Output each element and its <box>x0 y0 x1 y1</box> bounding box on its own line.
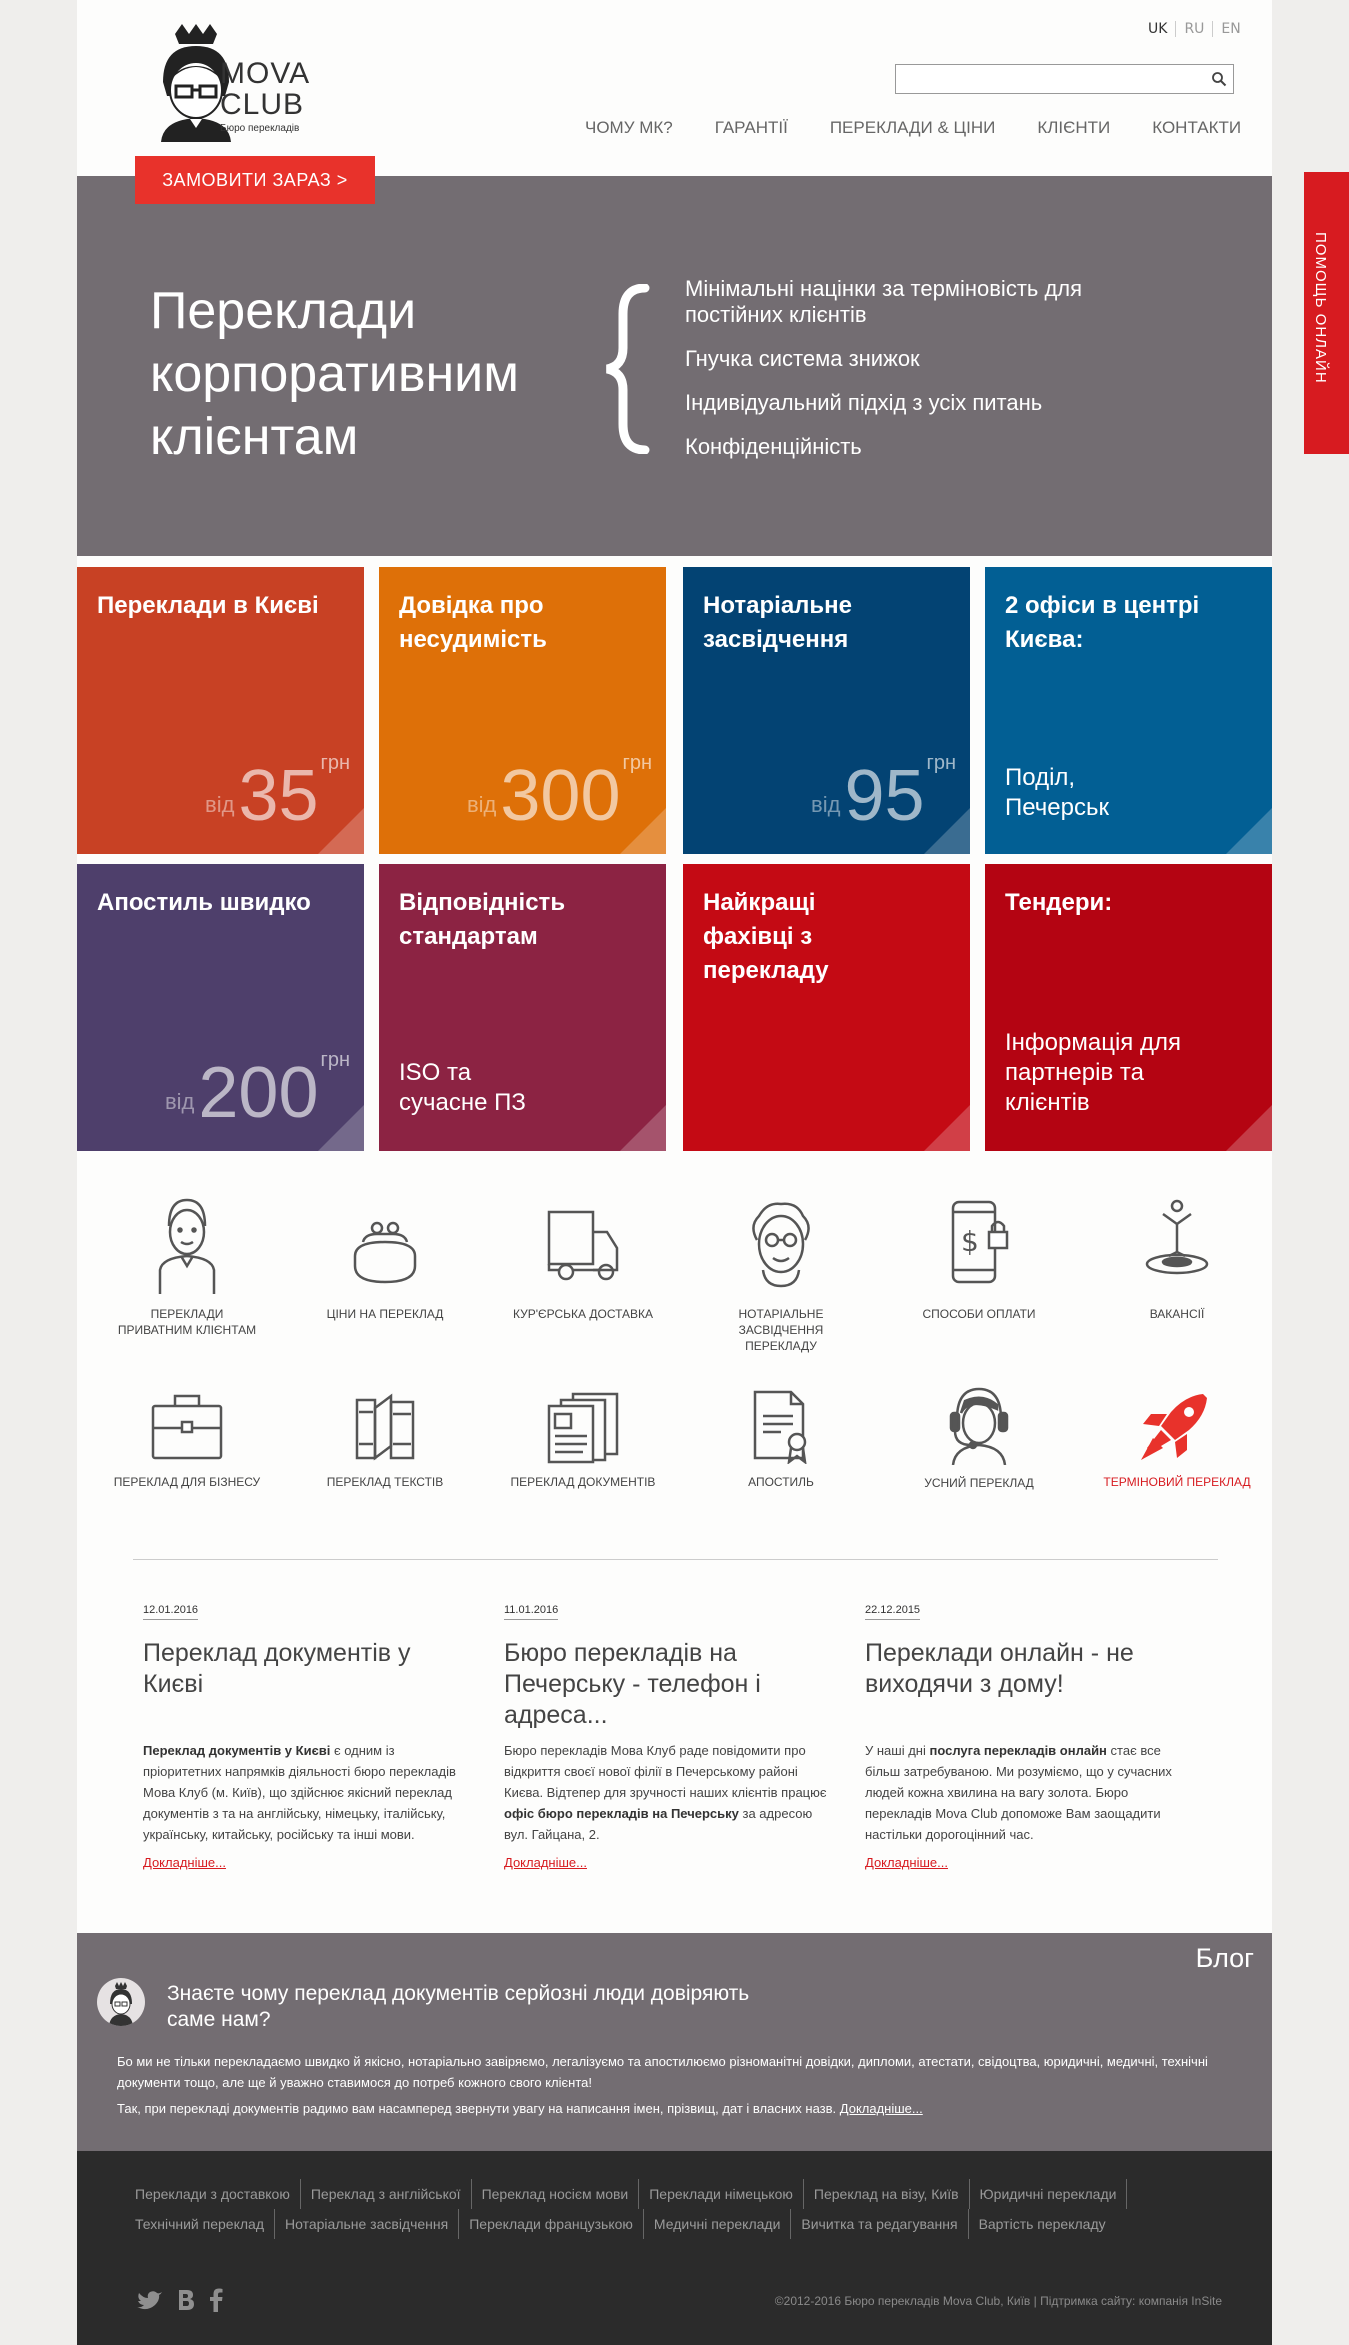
nav-contacts[interactable]: КОНТАКТИ <box>1152 118 1242 137</box>
blog-label[interactable]: Блог <box>1195 1943 1254 1973</box>
lang-ru[interactable]: RU <box>1176 21 1213 37</box>
price-currency: грн <box>926 752 956 774</box>
order-now-button[interactable]: ЗАМОВИТИ ЗАРАЗ > <box>135 156 375 204</box>
brace-icon <box>599 284 659 454</box>
tile-corner <box>620 808 666 854</box>
price-from: від <box>164 1089 195 1114</box>
service-prices[interactable] <box>310 1196 460 1322</box>
language-switcher <box>1140 21 1249 37</box>
tile-standards[interactable] <box>379 864 666 1151</box>
hero-banner <box>77 176 1272 556</box>
news-body-text: за адресою вул. Гайцана, 2. <box>504 1806 813 1842</box>
price-value: 300 <box>500 756 621 836</box>
copyright: ©2012-2016 Бюро перекладів Mova Club, Київ | Підтримка сайту: компанія InSite <box>774 2294 1222 2308</box>
hero-benefit: Конфіденційність <box>685 434 862 459</box>
tile-title: Нотаріальне засвідчення <box>703 592 853 653</box>
news-body-bold: офіс бюро перекладів на Печерську <box>504 1806 739 1821</box>
tile-title: Тендери: <box>1005 889 1113 916</box>
books-icon <box>345 1388 425 1464</box>
tile-corner <box>620 1105 666 1151</box>
news-body <box>865 1740 1195 1845</box>
news-body-text: стає все більш затребуваною. Ми розуміємо, що у сучасних людей кожна хвилина на вагу золота. Бюро перекладів Mova Club допоможе Вам заощадити настільки дорогоцінний час. <box>865 1743 1172 1842</box>
service-label: ТЕРМІНОВИЙ ПЕРЕКЛАД <box>1103 1475 1251 1489</box>
tile-notary[interactable] <box>683 567 970 854</box>
footer-link[interactable]: Юридичні переклади <box>980 2179 1128 2209</box>
person-icon <box>152 1196 222 1296</box>
footer-link[interactable]: Переклад носієм мови <box>482 2179 640 2209</box>
service-urgent[interactable] <box>1102 1388 1252 1490</box>
purse-icon <box>345 1196 425 1296</box>
mascot-avatar-icon <box>97 1978 145 2026</box>
price-currency: грн <box>622 752 652 774</box>
help-online-tab[interactable] <box>1304 172 1349 454</box>
news-body-bold: послуга перекладів онлайн <box>929 1743 1107 1758</box>
news-date: 12.01.2016 <box>143 1604 198 1620</box>
service-label: ПЕРЕКЛАД ДЛЯ БІЗНЕСУ <box>113 1475 261 1489</box>
footer-links <box>135 2179 1225 2239</box>
help-online-label: ПОМОЩЬ ОНЛАЙН <box>1312 232 1329 384</box>
service-business[interactable] <box>112 1388 262 1490</box>
notary-icon <box>741 1196 821 1296</box>
news-body <box>504 1740 834 1845</box>
read-more-link[interactable]: Докладніше... <box>143 1855 226 1870</box>
service-notary[interactable] <box>706 1196 856 1354</box>
service-label: НОТАРІАЛЬНЕ ЗАСВІДЧЕННЯ ПЕРЕКЛАДУ <box>738 1307 824 1353</box>
tile-corner <box>924 808 970 854</box>
tile-tenders[interactable] <box>985 864 1272 1151</box>
tile-title: Найкращі фахівці з перекладу <box>703 889 829 984</box>
hero-benefits <box>685 276 1105 478</box>
service-documents[interactable] <box>508 1388 658 1490</box>
logo-subtitle: Бюро перекладів <box>220 123 300 134</box>
facebook-icon[interactable] <box>209 2288 223 2312</box>
service-texts[interactable] <box>310 1388 460 1490</box>
avatar <box>97 1978 145 2026</box>
tile-kyiv-translations[interactable] <box>77 567 364 854</box>
tile-best-translators[interactable] <box>683 864 970 1151</box>
price-currency: грн <box>320 752 350 774</box>
blog-paragraph-text: Так, при перекладі документів радимо вам насамперед звернути увагу на написання імен, прізвищ, дат і власних назв. <box>117 2101 840 2116</box>
service-label: ПЕРЕКЛАД ТЕКСТІВ <box>326 1475 444 1489</box>
tile-title: Відповідність стандартам <box>399 889 566 950</box>
news-body-text: У наші дні <box>865 1743 930 1758</box>
tile-title: Апостиль швидко <box>97 889 311 916</box>
service-courier[interactable] <box>508 1196 658 1322</box>
tile-corner <box>1226 808 1272 854</box>
price-currency: грн <box>320 1049 350 1071</box>
blog-paragraph <box>117 2098 1237 2119</box>
vacancy-icon <box>1137 1196 1217 1296</box>
read-more-link[interactable]: Докладніше... <box>504 1855 587 1870</box>
hero-benefit: Індивідуальний підхід з усіх питань <box>685 390 1043 415</box>
service-payment[interactable] <box>904 1196 1054 1322</box>
section-divider <box>133 1559 1218 1560</box>
service-interpreting[interactable] <box>904 1383 1054 1491</box>
news-item <box>143 1598 473 1870</box>
documents-icon <box>543 1388 623 1464</box>
service-label: ВАКАНСІЇ <box>1149 1307 1205 1321</box>
footer-link[interactable]: Медичні переклади <box>654 2209 791 2239</box>
service-label: ПЕРЕКЛАДИ ПРИВАТНИМ КЛІЄНТАМ <box>117 1307 257 1337</box>
service-label: УСНИЙ ПЕРЕКЛАД <box>924 1476 1034 1490</box>
footer-link[interactable]: Переклади французькою <box>469 2209 644 2239</box>
footer-link[interactable]: Переклади німецькою <box>649 2179 804 2209</box>
headset-icon <box>939 1383 1019 1465</box>
service-private-clients[interactable] <box>112 1196 262 1338</box>
tile-subtitle: Поділ, Печерськ <box>1005 764 1110 821</box>
hero-benefit: Гнучка система знижок <box>685 346 920 371</box>
tile-corner <box>318 808 364 854</box>
tile-subtitle: ISO та сучасне ПЗ <box>399 1059 526 1116</box>
service-label: КУР'ЄРСЬКА ДОСТАВКА <box>512 1307 654 1321</box>
certificate-icon <box>741 1388 821 1464</box>
main-nav <box>564 118 1262 138</box>
news-title[interactable]: Переклади онлайн - не виходячи з дому! <box>865 1639 1134 1698</box>
tile-corner <box>318 1105 364 1151</box>
lang-en[interactable]: EN <box>1221 21 1241 37</box>
tile-offices[interactable] <box>985 567 1272 854</box>
social-links <box>137 2288 223 2312</box>
news-item <box>865 1598 1195 1870</box>
svg-text:$: $ <box>961 1225 979 1258</box>
blog-paragraph: Бо ми не тільки перекладаємо швидко й якісно, нотаріально завіряємо, легалізуємо та апостилюємо різноманітні довідки, дипломи, атестати, свідоцтва, юридичні, медичні, технічні документи тощо, але ще й уважно ставимося до потреб кожного свого клієнта! <box>117 2054 1208 2090</box>
tile-title: 2 офіси в центрі Києва: <box>1005 592 1200 653</box>
footer-link[interactable]: Переклад з англійської <box>311 2179 472 2209</box>
page <box>77 0 1272 2345</box>
news-date: 22.12.2015 <box>865 1604 920 1620</box>
price-value: 35 <box>238 756 319 836</box>
briefcase-icon <box>147 1388 227 1464</box>
footer-link[interactable]: Переклад на візу, Київ <box>814 2179 970 2209</box>
hero-title: Переклади корпоративним клієнтам <box>150 282 519 466</box>
read-more-link[interactable]: Докладніше... <box>865 1855 948 1870</box>
price-value: 95 <box>844 756 925 836</box>
tile-subtitle: Інформація для партнерів та клієнтів <box>1005 1029 1181 1116</box>
service-vacancies[interactable] <box>1102 1196 1252 1322</box>
nav-why[interactable]: ЧОМУ МК? <box>585 118 673 137</box>
nav-translations-prices[interactable]: ПЕРЕКЛАДИ & ЦІНИ <box>829 118 996 137</box>
price-from: від <box>466 792 497 817</box>
truck-icon <box>543 1196 623 1296</box>
blog-title[interactable]: Знаєте чому переклад документів серйозні люди довіряють саме нам? <box>167 1982 750 2031</box>
news-date: 11.01.2016 <box>504 1604 558 1620</box>
service-label: ПЕРЕКЛАД ДОКУМЕНТІВ <box>510 1475 656 1489</box>
tile-apostille[interactable] <box>77 864 364 1151</box>
lang-uk[interactable]: UK <box>1140 21 1176 37</box>
news-body <box>143 1740 473 1845</box>
search-input[interactable] <box>900 66 1200 92</box>
hero-benefit: Мінімальні націнки за терміновість для постійних клієнтів <box>685 276 1083 327</box>
service-apostille[interactable] <box>706 1388 856 1490</box>
tile-criminal-record[interactable] <box>379 567 666 854</box>
twitter-icon[interactable] <box>137 2290 163 2310</box>
tile-corner <box>924 1105 970 1151</box>
logo-text-club: CLUB <box>220 88 305 121</box>
rocket-icon <box>1137 1388 1217 1464</box>
footer-link[interactable]: Вичитка та редагування <box>801 2209 968 2239</box>
news-body-text: Бюро перекладів Мова Клуб раде повідомити про відкриття своєї нової філії в Печерському районі Києва. Відтепер для зручності наших клієнтів працює <box>504 1743 827 1800</box>
service-label: АПОСТИЛЬ <box>748 1475 814 1489</box>
footer <box>77 2151 1272 2345</box>
tile-title: Переклади в Києві <box>97 592 319 619</box>
price-from: від <box>205 792 235 817</box>
service-label: СПОСОБИ ОПЛАТИ <box>922 1307 1036 1321</box>
news-title[interactable]: Переклад документів у Києві <box>143 1639 411 1698</box>
footer-link[interactable]: Вартість перекладу <box>978 2216 1106 2232</box>
service-label: ЦІНИ НА ПЕРЕКЛАД <box>326 1307 444 1321</box>
tile-corner <box>1226 1105 1272 1151</box>
footer-link[interactable]: Технічний переклад <box>135 2209 275 2239</box>
blog-section <box>77 1933 1272 2151</box>
tile-title: Довідка про несудимість <box>399 592 547 653</box>
news-item <box>504 1598 834 1870</box>
phone-payment-icon <box>939 1196 1019 1296</box>
news-body-bold: Переклад документів у Києві <box>143 1743 331 1758</box>
price-value: 200 <box>198 1053 319 1133</box>
footer-link[interactable]: Переклади з доставкою <box>135 2179 301 2209</box>
nav-clients[interactable]: КЛІЄНТИ <box>1037 118 1111 137</box>
footer-link[interactable]: Нотаріальне засвідчення <box>285 2209 459 2239</box>
news-body-text: є одним із пріоритетних напрямків діяльності бюро перекладів Мова Клуб (м. Київ), що здійснює якісний переклад документів з та на англійську, німецьку, італійську, українську, китайську, російську та інші мови. <box>143 1743 456 1842</box>
search-box <box>895 64 1234 94</box>
news-title[interactable]: Бюро перекладів на Печерську - телефон і адреса... <box>504 1639 761 1729</box>
logo-text-mova: MOVA <box>220 57 311 90</box>
nav-guarantees[interactable]: ГАРАНТІЇ <box>714 118 788 137</box>
search-icon[interactable] <box>1211 71 1227 87</box>
blog-read-more-link[interactable]: Докладніше... <box>839 2101 923 2116</box>
price-from: від <box>811 792 841 817</box>
vk-icon[interactable] <box>177 2289 195 2311</box>
